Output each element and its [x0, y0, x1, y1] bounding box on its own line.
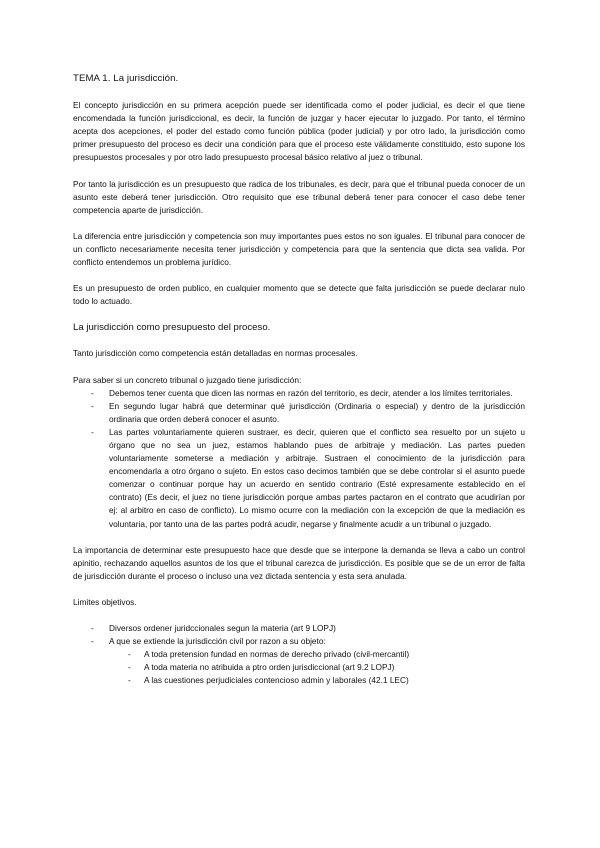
paragraph: La diferencia entre jurisdicción y competencia son muy importantes pues estos no son iguales. El tribunal para conocer de un conflicto necesariamente necesita tener jurisdicción y competencia para que la sentencia que dicta sea valida. Por conflicto entendemos un problema jurídico.: [73, 230, 525, 268]
document-title: TEMA 1. La jurisdicción.: [73, 73, 179, 84]
limits-sublist: [73, 648, 525, 687]
paragraph: Es un presupuesto de orden publico, en cualquier momento que se detecte que falta jurisdicción se puede declarar nulo todo lo actuado.: [73, 283, 525, 307]
list-item: - Diversos ordener juridccionales segun la materia (art 9 LOPJ): [73, 622, 525, 635]
limits-heading: Limites objetivos.: [73, 596, 137, 607]
paragraph: El concepto jurisdicción en su primera acepción puede ser identificada como el poder judicial, es decir el que tiene encomendada la función jurisdiccional, es decir, la función de juzgar y hacer ejecutar lo juzgado. Por tanto, el término acepta dos acepciones, el poder del estado como función pública (poder judicial) y por otro lado, la jurisdicción como primer presupuesto del proceso es decir una condición para que el proceso este válidamente constituido, esto supone los presupuestos procesales y por otro lado presupuesto procesal básico relativo al juez o tribunal.: [73, 100, 525, 163]
list-item: - En segundo lugar habrá que determinar qué jurisdicción (Ordinaria o especial) y dentro de la jurisdicción ordinaria que orden deberá conocer el asunto.: [73, 400, 525, 426]
closing-paragraph: La importancia de determinar este presupuesto hace que desde que se interpone la demanda se lleva a cabo un control apinitio, rechazando aquellos asuntos de los que el tribunal carezca de jurisdicción. Es posible que se de un error de falta de jurisdicción durante el proceso o incluso una vez dictada sentencia y esta sera anulada.: [73, 544, 525, 581]
sublist-item: - A toda materia no atribuida a ptro orden jurisdiccional (art 9.2 LOPJ): [73, 661, 525, 674]
section-heading: La jurisdicción como presupuesto del proceso.: [73, 322, 271, 334]
list-item: - Las partes voluntariamente quieren sustraer, es decir, quieren que el conflicto sea resuelto por un sujeto u órgano que no sea un juez, estamos hablando pues de arbitraje y mediación. Las partes pueden voluntariamente someterse a mediación y arbitraje. Sustraen el conocimiento de la jurisdicción para encomendarla a otro órgano o sujeto. En estos caso decimos también que se debe controlar si el asunto puede comenzar o continuar porque hay un acuerdo en sentido contrario (Esté expresamente establecido en el contrato) (Es decir, el juez no tiene jurisdicción porque ambas partes pactaron en el contrato que acudirían por ej: al arbitro en caso de conflicto). Lo mismo ocurre con la mediación con la excepción de que la mediación es voluntaria, por tanto una de las partes podrá acudir, negarse y finalmente acudir a un tribunal o juzgado.: [73, 426, 525, 531]
section-intro: Tanto jurisdicción como competencia están detalladas en normas procesales.: [73, 348, 358, 359]
sublist-item: - A toda pretension fundad en normas de derecho privado (civil-mercantil): [73, 648, 525, 661]
limits-list: [73, 622, 525, 648]
jurisdiction-checklist: [73, 387, 525, 531]
sublist-item: - A las cuestiones perjudiciales contencioso admin y laborales (42.1 LEC): [73, 674, 525, 687]
paragraph: Por tanto la jurisdicción es un presupuesto que radica de los tribunales, es decir, para que el tribunal pueda conocer de un asunto este deberá tener jurisdicción. Otro requisito que ese tribunal deberá tener para conocer el caso debe tener competencia aparte de jurisdicción.: [73, 178, 525, 215]
list-item: - A que se extiende la jurisdicción civil por razon a su objeto:: [73, 635, 525, 648]
list-intro: Para saber si un concreto tribunal o juzgado tiene jurisdicción:: [73, 374, 302, 385]
document-body: [73, 72, 525, 687]
list-item: - Debemos tener cuenta que dicen las normas en razón del territorio, es decir, atender a los límites territoriales.: [73, 387, 525, 400]
